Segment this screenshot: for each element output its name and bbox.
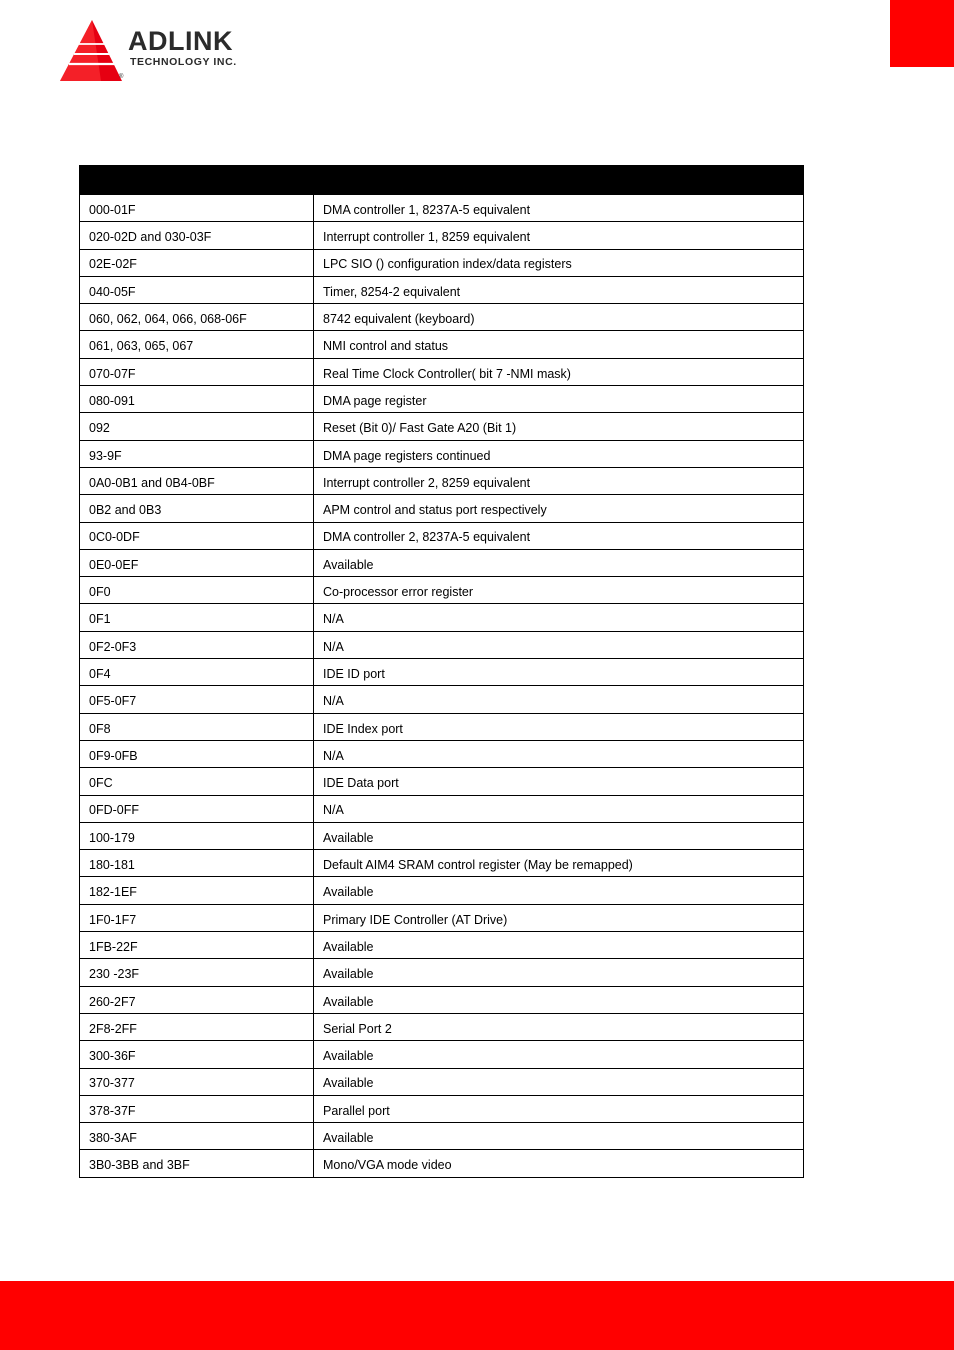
table-row xyxy=(80,959,804,986)
table-row xyxy=(80,877,804,904)
io-function-cell: Timer, 8254-2 equivalent xyxy=(314,276,804,303)
io-address-cell: 0F5-0F7 xyxy=(80,686,314,713)
table-row xyxy=(80,1068,804,1095)
table-row xyxy=(80,358,804,385)
io-address-cell: 230 -23F xyxy=(80,959,314,986)
table-row xyxy=(80,713,804,740)
table-row xyxy=(80,440,804,467)
io-function-cell: IDE ID port xyxy=(314,659,804,686)
table-row xyxy=(80,331,804,358)
io-address-cell: 080-091 xyxy=(80,386,314,413)
io-address-cell: 02E-02F xyxy=(80,249,314,276)
io-function-cell: Available xyxy=(314,549,804,576)
io-address-cell: 0C0-0DF xyxy=(80,522,314,549)
io-function-cell: Available xyxy=(314,1123,804,1150)
io-function-cell: Interrupt controller 1, 8259 equivalent xyxy=(314,222,804,249)
io-function-cell: Default AIM4 SRAM control register (May be remapped) xyxy=(314,850,804,877)
io-address-cell: 0F4 xyxy=(80,659,314,686)
io-function-cell: Available xyxy=(314,877,804,904)
io-address-cell: 0F1 xyxy=(80,604,314,631)
io-address-cell: 0F9-0FB xyxy=(80,740,314,767)
io-address-table xyxy=(79,165,804,1178)
adlink-triangle-icon xyxy=(57,18,127,86)
table-row xyxy=(80,276,804,303)
table-row xyxy=(80,659,804,686)
io-address-cell: 061, 063, 065, 067 xyxy=(80,331,314,358)
registered-mark: ® xyxy=(119,74,124,80)
io-address-cell: 060, 062, 064, 066, 068-06F xyxy=(80,304,314,331)
table-row xyxy=(80,577,804,604)
io-address-cell: 0E0-0EF xyxy=(80,549,314,576)
io-function-cell: Available xyxy=(314,1041,804,1068)
table-body xyxy=(80,195,804,1178)
io-function-cell: N/A xyxy=(314,631,804,658)
table-row xyxy=(80,413,804,440)
io-function-cell: Interrupt controller 2, 8259 equivalent xyxy=(314,467,804,494)
io-function-cell: IDE Index port xyxy=(314,713,804,740)
table-row xyxy=(80,549,804,576)
table-row xyxy=(80,686,804,713)
table-header-row xyxy=(80,166,804,195)
io-address-cell: 040-05F xyxy=(80,276,314,303)
io-function-cell: N/A xyxy=(314,604,804,631)
table-row xyxy=(80,1095,804,1122)
table-row xyxy=(80,795,804,822)
table-row xyxy=(80,740,804,767)
io-address-cell: 092 xyxy=(80,413,314,440)
io-function-cell: APM control and status port respectively xyxy=(314,495,804,522)
io-address-cell: 380-3AF xyxy=(80,1123,314,1150)
io-function-cell: DMA controller 2, 8237A-5 equivalent xyxy=(314,522,804,549)
table-row xyxy=(80,386,804,413)
io-function-cell: LPC SIO () configuration index/data registers xyxy=(314,249,804,276)
io-address-cell: 000-01F xyxy=(80,195,314,222)
io-address-cell: 1F0-1F7 xyxy=(80,904,314,931)
io-address-cell: 300-36F xyxy=(80,1041,314,1068)
io-address-cell: 0B2 and 0B3 xyxy=(80,495,314,522)
io-address-cell: 182-1EF xyxy=(80,877,314,904)
table-row xyxy=(80,1041,804,1068)
table-row xyxy=(80,195,804,222)
io-function-cell: Reset (Bit 0)/ Fast Gate A20 (Bit 1) xyxy=(314,413,804,440)
io-address-cell: 260-2F7 xyxy=(80,986,314,1013)
io-function-cell: Primary IDE Controller (AT Drive) xyxy=(314,904,804,931)
table-row xyxy=(80,904,804,931)
io-function-cell: Parallel port xyxy=(314,1095,804,1122)
io-function-cell: DMA page registers continued xyxy=(314,440,804,467)
table-row xyxy=(80,495,804,522)
io-address-cell: 0A0-0B1 and 0B4-0BF xyxy=(80,467,314,494)
adlink-logo xyxy=(57,18,267,86)
io-address-cell: 020-02D and 030-03F xyxy=(80,222,314,249)
io-function-cell: DMA controller 1, 8237A-5 equivalent xyxy=(314,195,804,222)
table-row xyxy=(80,822,804,849)
table-header-cell xyxy=(80,166,314,195)
io-address-cell: 070-07F xyxy=(80,358,314,385)
table-row xyxy=(80,249,804,276)
io-address-cell: 378-37F xyxy=(80,1095,314,1122)
table-row xyxy=(80,986,804,1013)
footer-bar xyxy=(0,1281,954,1350)
io-function-cell: N/A xyxy=(314,740,804,767)
io-address-cell: 0F0 xyxy=(80,577,314,604)
brand-name: ADLINK xyxy=(128,26,233,56)
io-function-cell: DMA page register xyxy=(314,386,804,413)
io-function-cell: IDE Data port xyxy=(314,768,804,795)
corner-tab xyxy=(890,0,954,67)
io-function-cell: Real Time Clock Controller( bit 7 -NMI mask) xyxy=(314,358,804,385)
io-function-cell: Available xyxy=(314,822,804,849)
io-function-cell: Available xyxy=(314,959,804,986)
io-function-cell: N/A xyxy=(314,795,804,822)
table-row xyxy=(80,932,804,959)
io-function-cell: Available xyxy=(314,986,804,1013)
table-row xyxy=(80,631,804,658)
table-row xyxy=(80,604,804,631)
io-address-cell: 0FC xyxy=(80,768,314,795)
table-row xyxy=(80,1150,804,1177)
io-function-cell: N/A xyxy=(314,686,804,713)
io-address-cell: 0FD-0FF xyxy=(80,795,314,822)
io-address-cell: 3B0-3BB and 3BF xyxy=(80,1150,314,1177)
table-row xyxy=(80,850,804,877)
table-header-cell xyxy=(314,166,804,195)
table-row xyxy=(80,467,804,494)
io-address-cell: 370-377 xyxy=(80,1068,314,1095)
io-function-cell: 8742 equivalent (keyboard) xyxy=(314,304,804,331)
table-row xyxy=(80,1123,804,1150)
io-function-cell: Mono/VGA mode video xyxy=(314,1150,804,1177)
io-address-cell: 93-9F xyxy=(80,440,314,467)
io-address-cell: 0F8 xyxy=(80,713,314,740)
io-function-cell: NMI control and status xyxy=(314,331,804,358)
io-address-cell: 1FB-22F xyxy=(80,932,314,959)
io-function-cell: Serial Port 2 xyxy=(314,1013,804,1040)
io-address-cell: 100-179 xyxy=(80,822,314,849)
io-function-cell: Available xyxy=(314,1068,804,1095)
table-row xyxy=(80,768,804,795)
table-row xyxy=(80,304,804,331)
io-address-cell: 2F8-2FF xyxy=(80,1013,314,1040)
table-row xyxy=(80,222,804,249)
io-function-cell: Available xyxy=(314,932,804,959)
brand-tagline: TECHNOLOGY INC. xyxy=(130,56,237,68)
io-function-cell: Co-processor error register xyxy=(314,577,804,604)
io-address-cell: 0F2-0F3 xyxy=(80,631,314,658)
table-row xyxy=(80,1013,804,1040)
table-row xyxy=(80,522,804,549)
io-address-cell: 180-181 xyxy=(80,850,314,877)
